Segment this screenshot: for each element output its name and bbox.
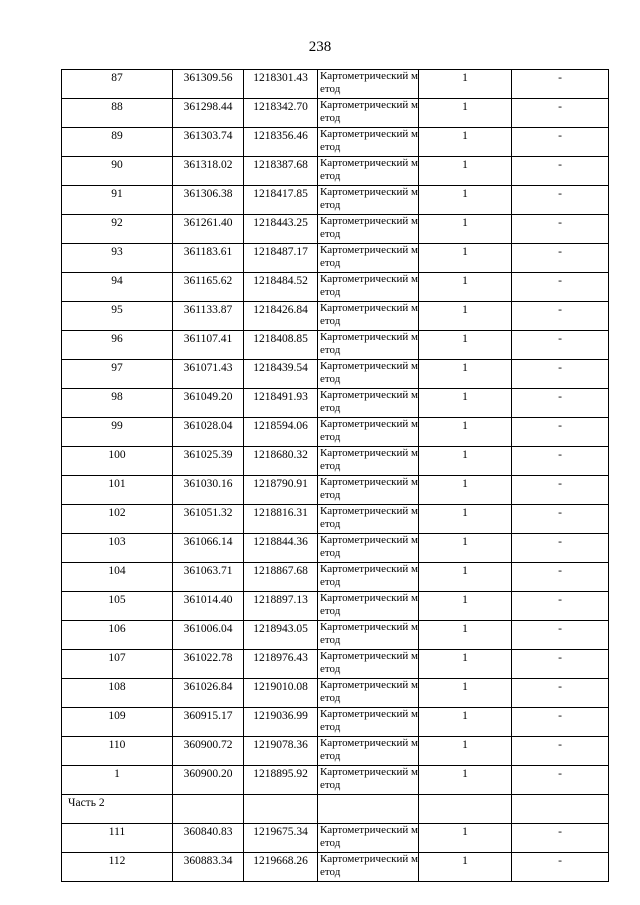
method-cell: Картометрический метод [318, 389, 419, 418]
note-cell: - [512, 99, 609, 128]
y-coordinate-cell: 1218816.31 [244, 505, 318, 534]
x-coordinate-cell: 361306.38 [173, 186, 244, 215]
precision-cell: 1 [419, 853, 512, 882]
y-coordinate-cell: 1219675.34 [244, 824, 318, 853]
precision-cell: 1 [419, 302, 512, 331]
point-number-cell: 91 [62, 186, 173, 215]
point-number-cell: 96 [62, 331, 173, 360]
precision-cell: 1 [419, 476, 512, 505]
precision-cell: 1 [419, 824, 512, 853]
y-coordinate-cell: 1218301.43 [244, 70, 318, 99]
x-coordinate-cell: 360900.20 [173, 766, 244, 795]
x-coordinate-cell: 361318.02 [173, 157, 244, 186]
table-row [62, 737, 609, 766]
point-number-cell: 104 [62, 563, 173, 592]
method-cell: Картометрический метод [318, 273, 419, 302]
note-cell: - [512, 186, 609, 215]
note-cell: - [512, 476, 609, 505]
table-row [62, 244, 609, 273]
method-cell: Картометрический метод [318, 157, 419, 186]
note-cell: - [512, 563, 609, 592]
x-coordinate-cell: 361261.40 [173, 215, 244, 244]
point-number-cell: 103 [62, 534, 173, 563]
point-number-cell: 97 [62, 360, 173, 389]
method-cell: Картометрический метод [318, 215, 419, 244]
x-coordinate-cell: 361066.14 [173, 534, 244, 563]
table-row [62, 534, 609, 563]
y-coordinate-cell: 1218594.06 [244, 418, 318, 447]
y-coordinate-cell: 1218439.54 [244, 360, 318, 389]
method-cell: Картометрический метод [318, 853, 419, 882]
note-cell: - [512, 418, 609, 447]
page-number: 238 [308, 39, 332, 55]
x-coordinate-cell: 360883.34 [173, 853, 244, 882]
point-number-cell: 87 [62, 70, 173, 99]
table-row [62, 766, 609, 795]
point-number-cell: 102 [62, 505, 173, 534]
method-cell: Картометрический метод [318, 331, 419, 360]
x-coordinate-cell: 361006.04 [173, 621, 244, 650]
empty-cell [419, 795, 512, 824]
precision-cell: 1 [419, 534, 512, 563]
precision-cell: 1 [419, 766, 512, 795]
table-row [62, 708, 609, 737]
method-cell: Картометрический метод [318, 70, 419, 99]
method-cell: Картометрический метод [318, 99, 419, 128]
precision-cell: 1 [419, 447, 512, 476]
note-cell: - [512, 708, 609, 737]
precision-cell: 1 [419, 157, 512, 186]
table-row [62, 592, 609, 621]
y-coordinate-cell: 1218443.25 [244, 215, 318, 244]
x-coordinate-cell: 361028.04 [173, 418, 244, 447]
table-row [62, 186, 609, 215]
x-coordinate-cell: 361165.62 [173, 273, 244, 302]
note-cell: - [512, 824, 609, 853]
table-row [62, 853, 609, 882]
note-cell: - [512, 302, 609, 331]
note-cell: - [512, 70, 609, 99]
x-coordinate-cell: 361298.44 [173, 99, 244, 128]
coordinates-table-body [62, 70, 609, 882]
point-number-cell: 94 [62, 273, 173, 302]
y-coordinate-cell: 1218491.93 [244, 389, 318, 418]
note-cell: - [512, 157, 609, 186]
precision-cell: 1 [419, 244, 512, 273]
method-cell: Картометрический метод [318, 824, 419, 853]
point-number-cell: 90 [62, 157, 173, 186]
x-coordinate-cell: 361133.87 [173, 302, 244, 331]
x-coordinate-cell: 361303.74 [173, 128, 244, 157]
x-coordinate-cell: 361014.40 [173, 592, 244, 621]
table-row [62, 563, 609, 592]
point-number-cell: 101 [62, 476, 173, 505]
x-coordinate-cell: 361026.84 [173, 679, 244, 708]
table-row [62, 157, 609, 186]
y-coordinate-cell: 1218895.92 [244, 766, 318, 795]
point-number-cell: 1 [62, 766, 173, 795]
note-cell: - [512, 505, 609, 534]
note-cell: - [512, 389, 609, 418]
table-row [62, 360, 609, 389]
point-number-cell: 112 [62, 853, 173, 882]
precision-cell: 1 [419, 70, 512, 99]
note-cell: - [512, 244, 609, 273]
x-coordinate-cell: 361022.78 [173, 650, 244, 679]
y-coordinate-cell: 1218976.43 [244, 650, 318, 679]
x-coordinate-cell: 361049.20 [173, 389, 244, 418]
point-number-cell: 108 [62, 679, 173, 708]
method-cell: Картометрический метод [318, 563, 419, 592]
x-coordinate-cell: 361107.41 [173, 331, 244, 360]
note-cell: - [512, 534, 609, 563]
precision-cell: 1 [419, 273, 512, 302]
section-label: Часть 2 [62, 795, 173, 824]
point-number-cell: 95 [62, 302, 173, 331]
point-number-cell: 111 [62, 824, 173, 853]
note-cell: - [512, 650, 609, 679]
point-number-cell: 105 [62, 592, 173, 621]
precision-cell: 1 [419, 737, 512, 766]
table-row [62, 331, 609, 360]
table-row [62, 447, 609, 476]
precision-cell: 1 [419, 563, 512, 592]
table-row [62, 215, 609, 244]
x-coordinate-cell: 360900.72 [173, 737, 244, 766]
precision-cell: 1 [419, 621, 512, 650]
precision-cell: 1 [419, 708, 512, 737]
y-coordinate-cell: 1218487.17 [244, 244, 318, 273]
y-coordinate-cell: 1218790.91 [244, 476, 318, 505]
empty-cell [512, 795, 609, 824]
table-row [62, 389, 609, 418]
note-cell: - [512, 215, 609, 244]
x-coordinate-cell: 361051.32 [173, 505, 244, 534]
note-cell: - [512, 360, 609, 389]
x-coordinate-cell: 361063.71 [173, 563, 244, 592]
y-coordinate-cell: 1218943.05 [244, 621, 318, 650]
note-cell: - [512, 592, 609, 621]
table-row [62, 302, 609, 331]
x-coordinate-cell: 360915.17 [173, 708, 244, 737]
method-cell: Картометрический метод [318, 447, 419, 476]
section-row [62, 795, 609, 824]
y-coordinate-cell: 1218844.36 [244, 534, 318, 563]
point-number-cell: 89 [62, 128, 173, 157]
precision-cell: 1 [419, 679, 512, 708]
table-row [62, 418, 609, 447]
method-cell: Картометрический метод [318, 621, 419, 650]
method-cell: Картометрический метод [318, 592, 419, 621]
table-row [62, 679, 609, 708]
table-row [62, 650, 609, 679]
y-coordinate-cell: 1218417.85 [244, 186, 318, 215]
method-cell: Картометрический метод [318, 650, 419, 679]
precision-cell: 1 [419, 186, 512, 215]
table-row [62, 621, 609, 650]
method-cell: Картометрический метод [318, 737, 419, 766]
precision-cell: 1 [419, 592, 512, 621]
table-row [62, 70, 609, 99]
x-coordinate-cell: 361183.61 [173, 244, 244, 273]
note-cell: - [512, 853, 609, 882]
x-coordinate-cell: 361309.56 [173, 70, 244, 99]
empty-cell [244, 795, 318, 824]
y-coordinate-cell: 1218484.52 [244, 273, 318, 302]
point-number-cell: 100 [62, 447, 173, 476]
x-coordinate-cell: 361030.16 [173, 476, 244, 505]
note-cell: - [512, 128, 609, 157]
y-coordinate-cell: 1218387.68 [244, 157, 318, 186]
y-coordinate-cell: 1219668.26 [244, 853, 318, 882]
point-number-cell: 88 [62, 99, 173, 128]
precision-cell: 1 [419, 331, 512, 360]
point-number-cell: 106 [62, 621, 173, 650]
precision-cell: 1 [419, 389, 512, 418]
method-cell: Картометрический метод [318, 360, 419, 389]
method-cell: Картометрический метод [318, 708, 419, 737]
note-cell: - [512, 737, 609, 766]
method-cell: Картометрический метод [318, 505, 419, 534]
method-cell: Картометрический метод [318, 679, 419, 708]
y-coordinate-cell: 1218356.46 [244, 128, 318, 157]
method-cell: Картометрический метод [318, 186, 419, 215]
precision-cell: 1 [419, 360, 512, 389]
note-cell: - [512, 273, 609, 302]
note-cell: - [512, 766, 609, 795]
method-cell: Картометрический метод [318, 418, 419, 447]
precision-cell: 1 [419, 215, 512, 244]
table-row [62, 505, 609, 534]
method-cell: Картометрический метод [318, 766, 419, 795]
empty-cell [173, 795, 244, 824]
point-number-cell: 107 [62, 650, 173, 679]
point-number-cell: 93 [62, 244, 173, 273]
point-number-cell: 99 [62, 418, 173, 447]
y-coordinate-cell: 1219036.99 [244, 708, 318, 737]
y-coordinate-cell: 1218867.68 [244, 563, 318, 592]
precision-cell: 1 [419, 128, 512, 157]
method-cell: Картометрический метод [318, 128, 419, 157]
point-number-cell: 109 [62, 708, 173, 737]
point-number-cell: 98 [62, 389, 173, 418]
empty-cell [318, 795, 419, 824]
y-coordinate-cell: 1219010.08 [244, 679, 318, 708]
table-row [62, 99, 609, 128]
precision-cell: 1 [419, 99, 512, 128]
table-row [62, 273, 609, 302]
table-row [62, 128, 609, 157]
y-coordinate-cell: 1218897.13 [244, 592, 318, 621]
y-coordinate-cell: 1218680.32 [244, 447, 318, 476]
coordinates-table [61, 69, 609, 882]
point-number-cell: 110 [62, 737, 173, 766]
table-row [62, 476, 609, 505]
x-coordinate-cell: 361025.39 [173, 447, 244, 476]
method-cell: Картометрический метод [318, 476, 419, 505]
method-cell: Картометрический метод [318, 534, 419, 563]
x-coordinate-cell: 360840.83 [173, 824, 244, 853]
note-cell: - [512, 447, 609, 476]
note-cell: - [512, 331, 609, 360]
y-coordinate-cell: 1218342.70 [244, 99, 318, 128]
point-number-cell: 92 [62, 215, 173, 244]
precision-cell: 1 [419, 650, 512, 679]
method-cell: Картометрический метод [318, 302, 419, 331]
y-coordinate-cell: 1219078.36 [244, 737, 318, 766]
y-coordinate-cell: 1218426.84 [244, 302, 318, 331]
method-cell: Картометрический метод [318, 244, 419, 273]
precision-cell: 1 [419, 505, 512, 534]
y-coordinate-cell: 1218408.85 [244, 331, 318, 360]
note-cell: - [512, 621, 609, 650]
table-row [62, 824, 609, 853]
note-cell: - [512, 679, 609, 708]
precision-cell: 1 [419, 418, 512, 447]
x-coordinate-cell: 361071.43 [173, 360, 244, 389]
